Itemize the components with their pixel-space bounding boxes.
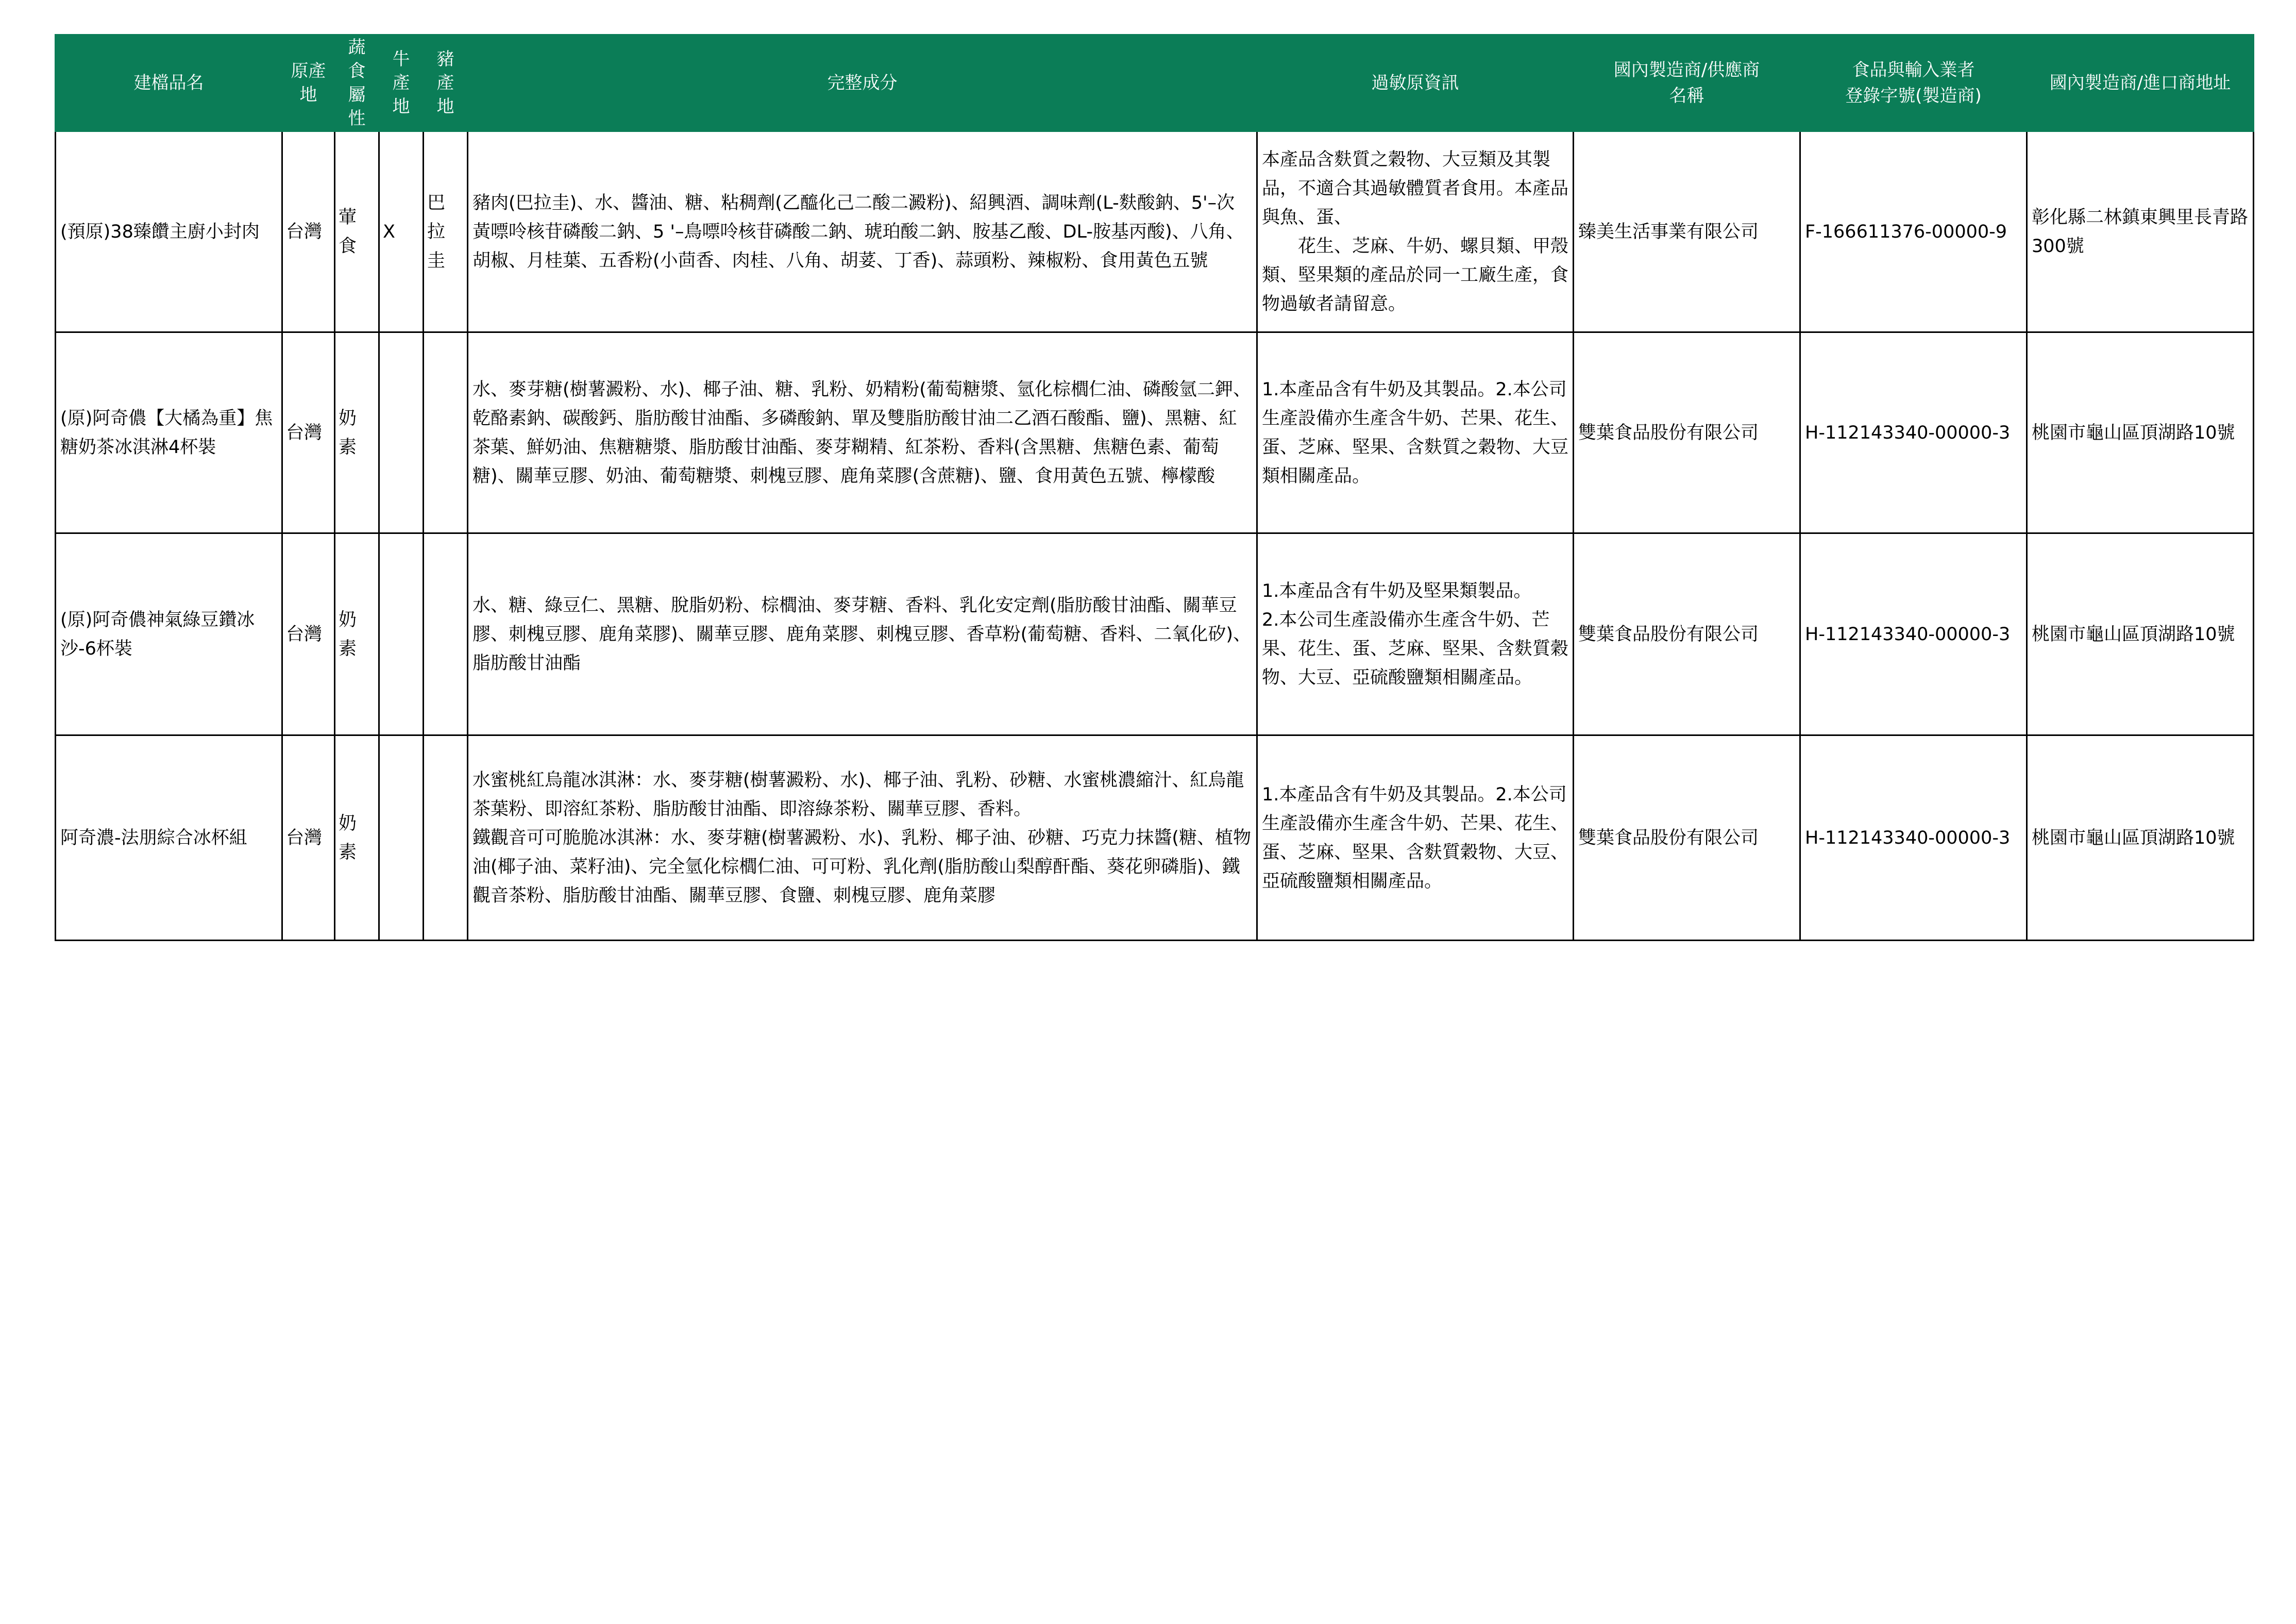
cell-registration: F-166611376-00000-9: [1800, 131, 2027, 332]
table-row: [56, 735, 2254, 941]
cell-product-name: (預原)38臻饡主廚小封肉: [56, 131, 282, 332]
cell-origin: 台灣: [282, 735, 335, 941]
cell-diet: 奶 素: [335, 735, 379, 941]
cell-pork-origin: [424, 533, 468, 735]
cell-ingredients: 水、糖、綠豆仁、黑糖、脫脂奶粉、棕櫚油、麥芽糖、香料、乳化安定劑(脂肪酸甘油酯、關華豆膠、刺槐豆膠、鹿角菜膠)、關華豆膠、鹿角菜膠、刺槐豆膠、香草粉(葡萄糖、香料、二氧化矽)、脂肪酸甘油酯: [468, 533, 1257, 735]
cell-pork-origin: [424, 735, 468, 941]
header-pork-origin: 豬 產 地: [424, 35, 468, 131]
cell-maker: 雙葉食品股份有限公司: [1574, 533, 1800, 735]
cell-registration: H-112143340-00000-3: [1800, 533, 2027, 735]
cell-allergen: 1.本產品含有牛奶及其製品。2.本公司生產設備亦生產含牛奶、芒果、花生、蛋、芝麻、堅果、含麩質穀物、大豆、亞硫酸鹽類相關產品。: [1257, 735, 1574, 941]
cell-allergen: 本產品含麩質之穀物、大豆類及其製品，不適合其過敏體質者食用。本產品與魚、蛋、 花生、芝麻、牛奶、螺貝類、甲殼類、堅果類的產品於同一工廠生產，食物過敏者請留意。: [1257, 131, 1574, 332]
header-maker: 國內製造商/供應商 名稱: [1574, 35, 1800, 131]
cell-beef-origin: [379, 332, 424, 533]
cell-diet: 葷 食: [335, 131, 379, 332]
cell-registration: H-112143340-00000-3: [1800, 735, 2027, 941]
cell-allergen: 1.本產品含有牛奶及其製品。2.本公司生產設備亦生產含牛奶、芒果、花生、蛋、芝麻、堅果、含麩質之穀物、大豆類相關產品。: [1257, 332, 1574, 533]
cell-maker: 雙葉食品股份有限公司: [1574, 735, 1800, 941]
cell-pork-origin: 巴 拉 圭: [424, 131, 468, 332]
cell-address: 桃園市龜山區頂湖路10號: [2027, 735, 2254, 941]
cell-origin: 台灣: [282, 533, 335, 735]
header-ingredients: 完整成分: [468, 35, 1257, 131]
cell-maker: 雙葉食品股份有限公司: [1574, 332, 1800, 533]
header-origin: 原產 地: [282, 35, 335, 131]
product-table: [55, 34, 2254, 941]
cell-product-name: (原)阿奇儂神氣綠豆鑽冰沙-6杯裝: [56, 533, 282, 735]
cell-ingredients: 水、麥芽糖(樹薯澱粉、水)、椰子油、糖、乳粉、奶精粉(葡萄糖漿、氫化棕櫚仁油、磷酸氫二鉀、乾酪素鈉、碳酸鈣、脂肪酸甘油酯、多磷酸鈉、單及雙脂肪酸甘油二乙酒石酸酯、鹽)、黑糖、紅茶葉、鮮奶油、焦糖糖漿、脂肪酸甘油酯、麥芽糊精、紅茶粉、香料(含黑糖、焦糖色素、葡萄糖)、關華豆膠、奶油、葡萄糖漿、刺槐豆膠、鹿角菜膠(含蔗糖)、鹽、食用黃色五號、檸檬酸: [468, 332, 1257, 533]
cell-address: 桃園市龜山區頂湖路10號: [2027, 332, 2254, 533]
cell-registration: H-112143340-00000-3: [1800, 332, 2027, 533]
cell-beef-origin: [379, 735, 424, 941]
cell-allergen: 1.本產品含有牛奶及堅果類製品。 2.本公司生產設備亦生產含牛奶、芒果、花生、蛋、芝麻、堅果、含麩質穀物、大豆、亞硫酸鹽類相關產品。: [1257, 533, 1574, 735]
cell-ingredients: 豬肉(巴拉圭)、水、醬油、糖、粘稠劑(乙醯化己二酸二澱粉)、紹興酒、調味劑(L-麩酸鈉、5'–次黃嘌呤核苷磷酸二鈉、5 '–鳥嘌呤核苷磷酸二鈉、琥珀酸二鈉、胺基乙酸、DL-胺基丙酸)、八角、胡椒、月桂葉、五香粉(小茴香、肉桂、八角、胡荽、丁香)、蒜頭粉、辣椒粉、食用黃色五號: [468, 131, 1257, 332]
cell-diet: 奶 素: [335, 533, 379, 735]
cell-origin: 台灣: [282, 131, 335, 332]
cell-address: 彰化縣二林鎮東興里長青路300號: [2027, 131, 2254, 332]
cell-diet: 奶 素: [335, 332, 379, 533]
table-row: [56, 332, 2254, 533]
cell-product-name: 阿奇濃-法朋綜合冰杯組: [56, 735, 282, 941]
header-registration: 食品與輸入業者 登錄字號(製造商): [1800, 35, 2027, 131]
header-product-name: 建檔品名: [56, 35, 282, 131]
header-address: 國內製造商/進口商地址: [2027, 35, 2254, 131]
cell-maker: 臻美生活事業有限公司: [1574, 131, 1800, 332]
cell-beef-origin: X: [379, 131, 424, 332]
header-row: [56, 35, 2254, 131]
header-allergen: 過敏原資訊: [1257, 35, 1574, 131]
cell-origin: 台灣: [282, 332, 335, 533]
table-row: [56, 131, 2254, 332]
cell-address: 桃園市龜山區頂湖路10號: [2027, 533, 2254, 735]
cell-product-name: (原)阿奇儂【大橘為重】焦糖奶茶冰淇淋4杯裝: [56, 332, 282, 533]
cell-ingredients: 水蜜桃紅烏龍冰淇淋：水、麥芽糖(樹薯澱粉、水)、椰子油、乳粉、砂糖、水蜜桃濃縮汁、紅烏龍茶葉粉、即溶紅茶粉、脂肪酸甘油酯、即溶綠茶粉、關華豆膠、香料。 鐵觀音可可脆脆冰淇淋：水、麥芽糖(樹薯澱粉、水)、乳粉、椰子油、砂糖、巧克力抹醬(糖、植物油(椰子油、菜籽油)、完全氫化棕櫚仁油、可可粉、乳化劑(脂肪酸山梨醇酐酯、葵花卵磷脂)、鐵觀音茶粉、脂肪酸甘油酯、關華豆膠、食鹽、刺槐豆膠、鹿角菜膠: [468, 735, 1257, 941]
cell-beef-origin: [379, 533, 424, 735]
header-diet: 蔬 食 屬 性: [335, 35, 379, 131]
header-beef-origin: 牛 產 地: [379, 35, 424, 131]
cell-pork-origin: [424, 332, 468, 533]
table-row: [56, 533, 2254, 735]
